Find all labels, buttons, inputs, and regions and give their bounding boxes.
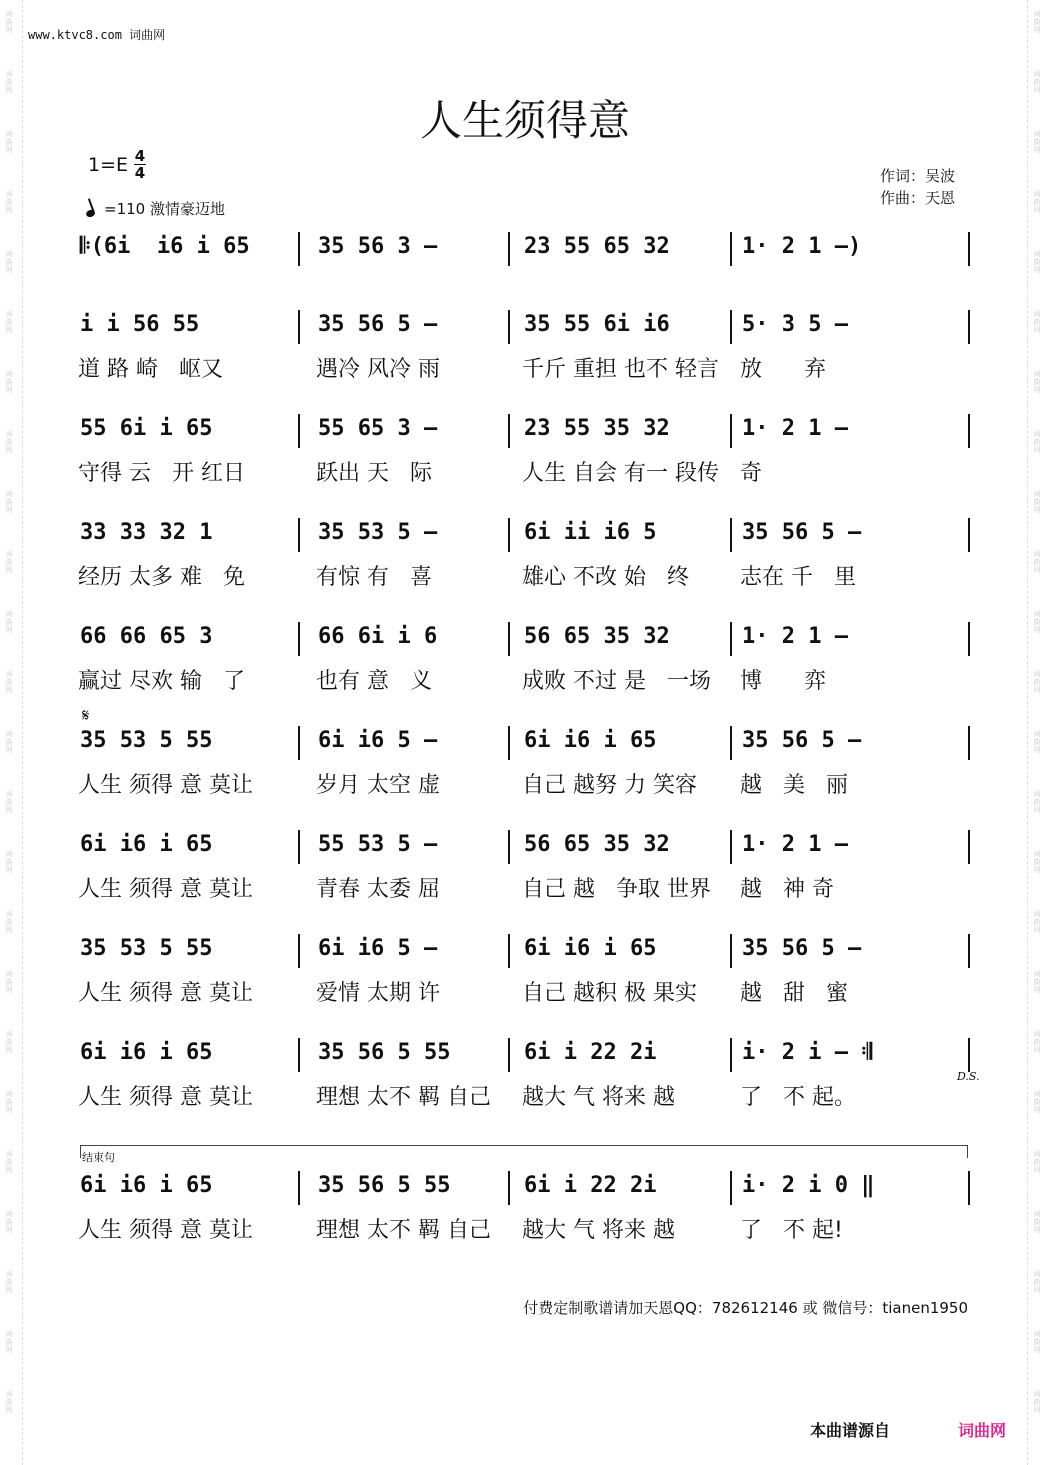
measure-lyrics: 人生 须得 意 莫让 [78,981,253,1006]
bar-line [508,622,510,656]
measure-notes: 6i i 22 2i [524,1040,657,1065]
measure-lyrics: 青春 太委 屈 [316,877,440,902]
measure-lyrics: 经历 太多 难 免 [78,565,245,590]
measure-lyrics: 理想 太不 羁 自己 [316,1085,491,1110]
measure-lyrics: 遇冷 风冷 雨 [316,357,440,382]
bar-line [730,1171,732,1205]
measure-lyrics: 人生 须得 意 莫让 [78,1085,253,1110]
notes-row [80,1171,975,1211]
measure-lyrics: 越 神 奇 [740,877,834,902]
bar-line [298,934,300,968]
notes-row [80,310,975,350]
bar-line [730,830,732,864]
time-top: 4 [134,147,146,165]
watermark-text: 词曲网 [1033,850,1041,874]
watermark-text: 词曲网 [5,1270,13,1294]
measure-notes: 23 55 35 32 [524,416,670,441]
watermark-text: 词曲网 [1033,130,1041,154]
bar-line [730,1038,732,1072]
watermark-text: 词曲网 [5,370,13,394]
watermark-text: 词曲网 [1033,70,1041,94]
measure-notes: 35 56 5 55 [318,1040,451,1065]
measure-notes: 35 56 3 – [318,234,438,259]
bar-line [968,518,970,552]
bar-line [730,310,732,344]
bar-line [730,414,732,448]
bar-line [298,414,300,448]
bar-line [298,232,300,266]
watermark-text: 词曲网 [5,850,13,874]
measure-lyrics: 了 不 起。 [740,1085,856,1110]
measure-lyrics: 人生 须得 意 莫让 [78,1218,253,1243]
site-url[interactable]: www.ktvc8.com 词曲网 [28,28,166,42]
measure-lyrics: 越大 气 将来 越 [522,1218,675,1243]
watermark-text: 词曲网 [5,910,13,934]
watermark-text: 词曲网 [5,970,13,994]
bar-line [968,1171,970,1205]
measure-notes: 6i i6 i 65 [80,832,213,857]
bar-line [968,726,970,760]
bar-line [298,518,300,552]
bar-line [298,830,300,864]
measure-notes: 6i i6 5 – [318,936,438,961]
lyrics-row [76,452,976,484]
measure-notes: 66 6i i 6 [318,624,438,649]
measure-notes: 35 56 5 55 [318,1173,451,1198]
key-signature [88,148,146,181]
measure-notes: 1· 2 1 – [742,624,848,649]
watermark-text: 词曲网 [1033,790,1041,814]
measure-notes: 35 53 5 55 [80,728,213,753]
watermark-text: 词曲网 [5,1150,13,1174]
notes-row [80,414,975,454]
measure-notes: 6i i6 i 65 [524,728,657,753]
watermark-text: 词曲网 [1033,1030,1041,1054]
measure-notes: i· 2 i – 𝄇 [742,1040,872,1065]
watermark-text: 词曲网 [1033,1330,1041,1354]
bar-line [298,622,300,656]
measure-lyrics: 也有 意 义 [316,669,432,694]
measure-notes: 6i i6 5 – [318,728,438,753]
measure-lyrics: 守得 云 开 红日 [78,461,245,486]
measure-lyrics: 志在 千 里 [740,565,856,590]
bar-line [508,934,510,968]
watermark-text: 词曲网 [5,10,13,34]
bar-line [968,1038,970,1072]
measure-notes: 66 66 65 3 [80,624,213,649]
tempo-text: =110 激情豪迈地 [104,200,225,218]
watermark-text: 词曲网 [5,310,13,334]
bar-line [508,518,510,552]
notes-row [80,1038,975,1078]
measure-lyrics: 人生 须得 意 莫让 [78,773,253,798]
bar-line [730,518,732,552]
measure-lyrics: 理想 太不 羁 自己 [316,1218,491,1243]
measure-notes: 6i i 22 2i [524,1173,657,1198]
measure-lyrics: 有惊 有 喜 [316,565,432,590]
watermark-text: 词曲网 [1033,10,1041,34]
measure-notes: 1· 2 1 – [742,416,848,441]
measure-lyrics: 赢过 尽欢 输 了 [78,669,245,694]
watermark-text: 词曲网 [1033,310,1041,334]
measure-notes: 56 65 35 32 [524,624,670,649]
watermark-text: 词曲网 [1033,550,1041,574]
measure-lyrics: 千斤 重担 也不 轻言 [522,357,719,382]
measure-notes: 35 55 6i i6 [524,312,670,337]
measure-lyrics: 了 不 起! [740,1218,843,1243]
watermark-text: 词曲网 [5,610,13,634]
watermark-text: 词曲网 [5,1390,13,1414]
bar-line [730,232,732,266]
measure-lyrics: 博 弈 [740,669,826,694]
song-title: 人生须得意 [419,96,630,145]
bar-line [508,414,510,448]
watermark-text: 词曲网 [5,190,13,214]
watermark-text: 词曲网 [1033,250,1041,274]
measure-notes: 35 56 5 – [742,728,862,753]
measure-notes: 35 56 5 – [318,312,438,337]
watermark-text: 词曲网 [1033,1090,1041,1114]
measure-lyrics: 自己 越 争取 世界 [522,877,711,902]
watermark-text: 词曲网 [5,490,13,514]
quarter-note-icon [85,209,96,219]
lyrics-row [76,868,976,900]
coda-label: 结束句 [82,1151,115,1164]
measure-notes: 33 33 32 1 [80,520,213,545]
measure-notes: 6i i6 i 65 [80,1040,213,1065]
bar-line [508,726,510,760]
ds-mark: D.S. [957,1070,980,1083]
watermark-text: 词曲网 [1033,1210,1041,1234]
measure-notes: 55 53 5 – [318,832,438,857]
notes-row [80,622,975,662]
tempo-mark [86,198,225,219]
lyrics-row [76,660,976,692]
measure-lyrics: 越 美 丽 [740,773,848,798]
watermark-text: 词曲网 [1033,1390,1041,1414]
composer: 作曲：天恩 [880,189,956,207]
watermark-text: 词曲网 [1033,610,1041,634]
notes-row [80,232,975,272]
lyrics-row [76,270,976,302]
bar-line [508,1038,510,1072]
measure-notes: 1· 2 1 – [742,832,848,857]
measure-notes: i i 56 55 [80,312,200,337]
watermark-text: 词曲网 [1033,190,1041,214]
lyrics-row [76,1209,976,1241]
watermark-text: 词曲网 [5,790,13,814]
measure-lyrics: 放 弃 [740,357,826,382]
measure-notes: 35 56 5 – [742,520,862,545]
bar-line [508,1171,510,1205]
right-watermark-strip [1027,0,1050,1465]
measure-lyrics: 越大 气 将来 越 [522,1085,675,1110]
bar-line [968,934,970,968]
watermark-text: 词曲网 [5,130,13,154]
watermark-text: 词曲网 [1033,970,1041,994]
measure-notes: 6i i6 i 65 [80,1173,213,1198]
bar-line [298,726,300,760]
bar-line [968,622,970,656]
measure-notes: 5· 3 5 – [742,312,848,337]
lyricist: 作词：吴波 [880,167,956,185]
watermark-text: 词曲网 [5,730,13,754]
bar-line [730,622,732,656]
lyrics-row [76,1076,976,1108]
measure-lyrics: 人生 自会 有一 段传 [522,461,719,486]
watermark-text: 词曲网 [1033,430,1041,454]
coda-bracket [80,1145,968,1158]
time-bottom: 4 [134,164,146,182]
lyrics-row [76,348,976,380]
segno-sign: 𝄋 [82,706,90,726]
bar-line [968,310,970,344]
measure-lyrics: 自己 越努 力 笑容 [522,773,697,798]
watermark-text: 词曲网 [1033,730,1041,754]
measure-notes: 35 53 5 – [318,520,438,545]
watermark-text: 词曲网 [1033,370,1041,394]
measure-notes: i· 2 i 0 ‖ [742,1173,875,1198]
bar-line [508,232,510,266]
watermark-text: 词曲网 [1033,1270,1041,1294]
measure-lyrics: 跃出 天 际 [316,461,432,486]
measure-notes: 23 55 65 32 [524,234,670,259]
watermark-text: 词曲网 [5,1090,13,1114]
left-watermark-strip [0,0,23,1465]
source-label: 本曲谱源自 [810,1421,891,1440]
bar-line [298,1171,300,1205]
bar-line [730,726,732,760]
watermark-text: 词曲网 [5,250,13,274]
measure-notes: 1· 2 1 –) [742,234,862,259]
lyrics-row [76,764,976,796]
watermark-text: 词曲网 [5,1330,13,1354]
measure-lyrics: 奇 [740,461,763,486]
watermark-text: 词曲网 [1033,490,1041,514]
notes-row [80,934,975,974]
bar-line [508,830,510,864]
measure-lyrics: 自己 越积 极 果实 [522,981,697,1006]
watermark-text: 词曲网 [5,550,13,574]
bar-line [968,830,970,864]
lyrics-row [76,972,976,1004]
measure-lyrics: 爱情 太期 许 [316,981,440,1006]
notes-row [80,518,975,558]
measure-notes: 35 56 5 – [742,936,862,961]
measure-lyrics: 越 甜 蜜 [740,981,848,1006]
credits [880,165,955,209]
measure-lyrics: 道 路 崎 岖又 [78,357,223,382]
bar-line [968,232,970,266]
watermark-text: 词曲网 [5,670,13,694]
measure-lyrics: 雄心 不改 始 终 [522,565,689,590]
measure-notes: 35 53 5 55 [80,936,213,961]
watermark-text: 词曲网 [1033,910,1041,934]
bar-line [298,1038,300,1072]
measure-notes: 55 6i i 65 [80,416,213,441]
source-brand-link[interactable]: 词曲网 [958,1421,1007,1440]
contact-note: 付费定制歌谱请加天恩QQ：782612146 或 微信号：tianen1950 [523,1299,968,1317]
measure-lyrics: 人生 须得 意 莫让 [78,877,253,902]
measure-notes: 56 65 35 32 [524,832,670,857]
key-prefix: 1=E [88,153,129,176]
measure-notes: 6i ii i6 5 [524,520,657,545]
measure-notes: 6i i6 i 65 [524,936,657,961]
watermark-text: 词曲网 [5,1210,13,1234]
watermark-text: 词曲网 [1033,1150,1041,1174]
measure-notes: 𝄆(6i i6 i 65 [80,234,250,259]
bar-line [730,934,732,968]
notes-row [80,726,975,766]
watermark-text: 词曲网 [5,430,13,454]
lyrics-row [76,556,976,588]
time-signature [134,148,146,181]
watermark-text: 词曲网 [1033,670,1041,694]
bar-line [298,310,300,344]
watermark-text: 词曲网 [5,1030,13,1054]
measure-notes: 55 65 3 – [318,416,438,441]
bar-line [508,310,510,344]
measure-lyrics: 成败 不过 是 一场 [522,669,711,694]
notes-row [80,830,975,870]
bar-line [968,414,970,448]
measure-lyrics: 岁月 太空 虚 [316,773,440,798]
watermark-text: 词曲网 [5,70,13,94]
